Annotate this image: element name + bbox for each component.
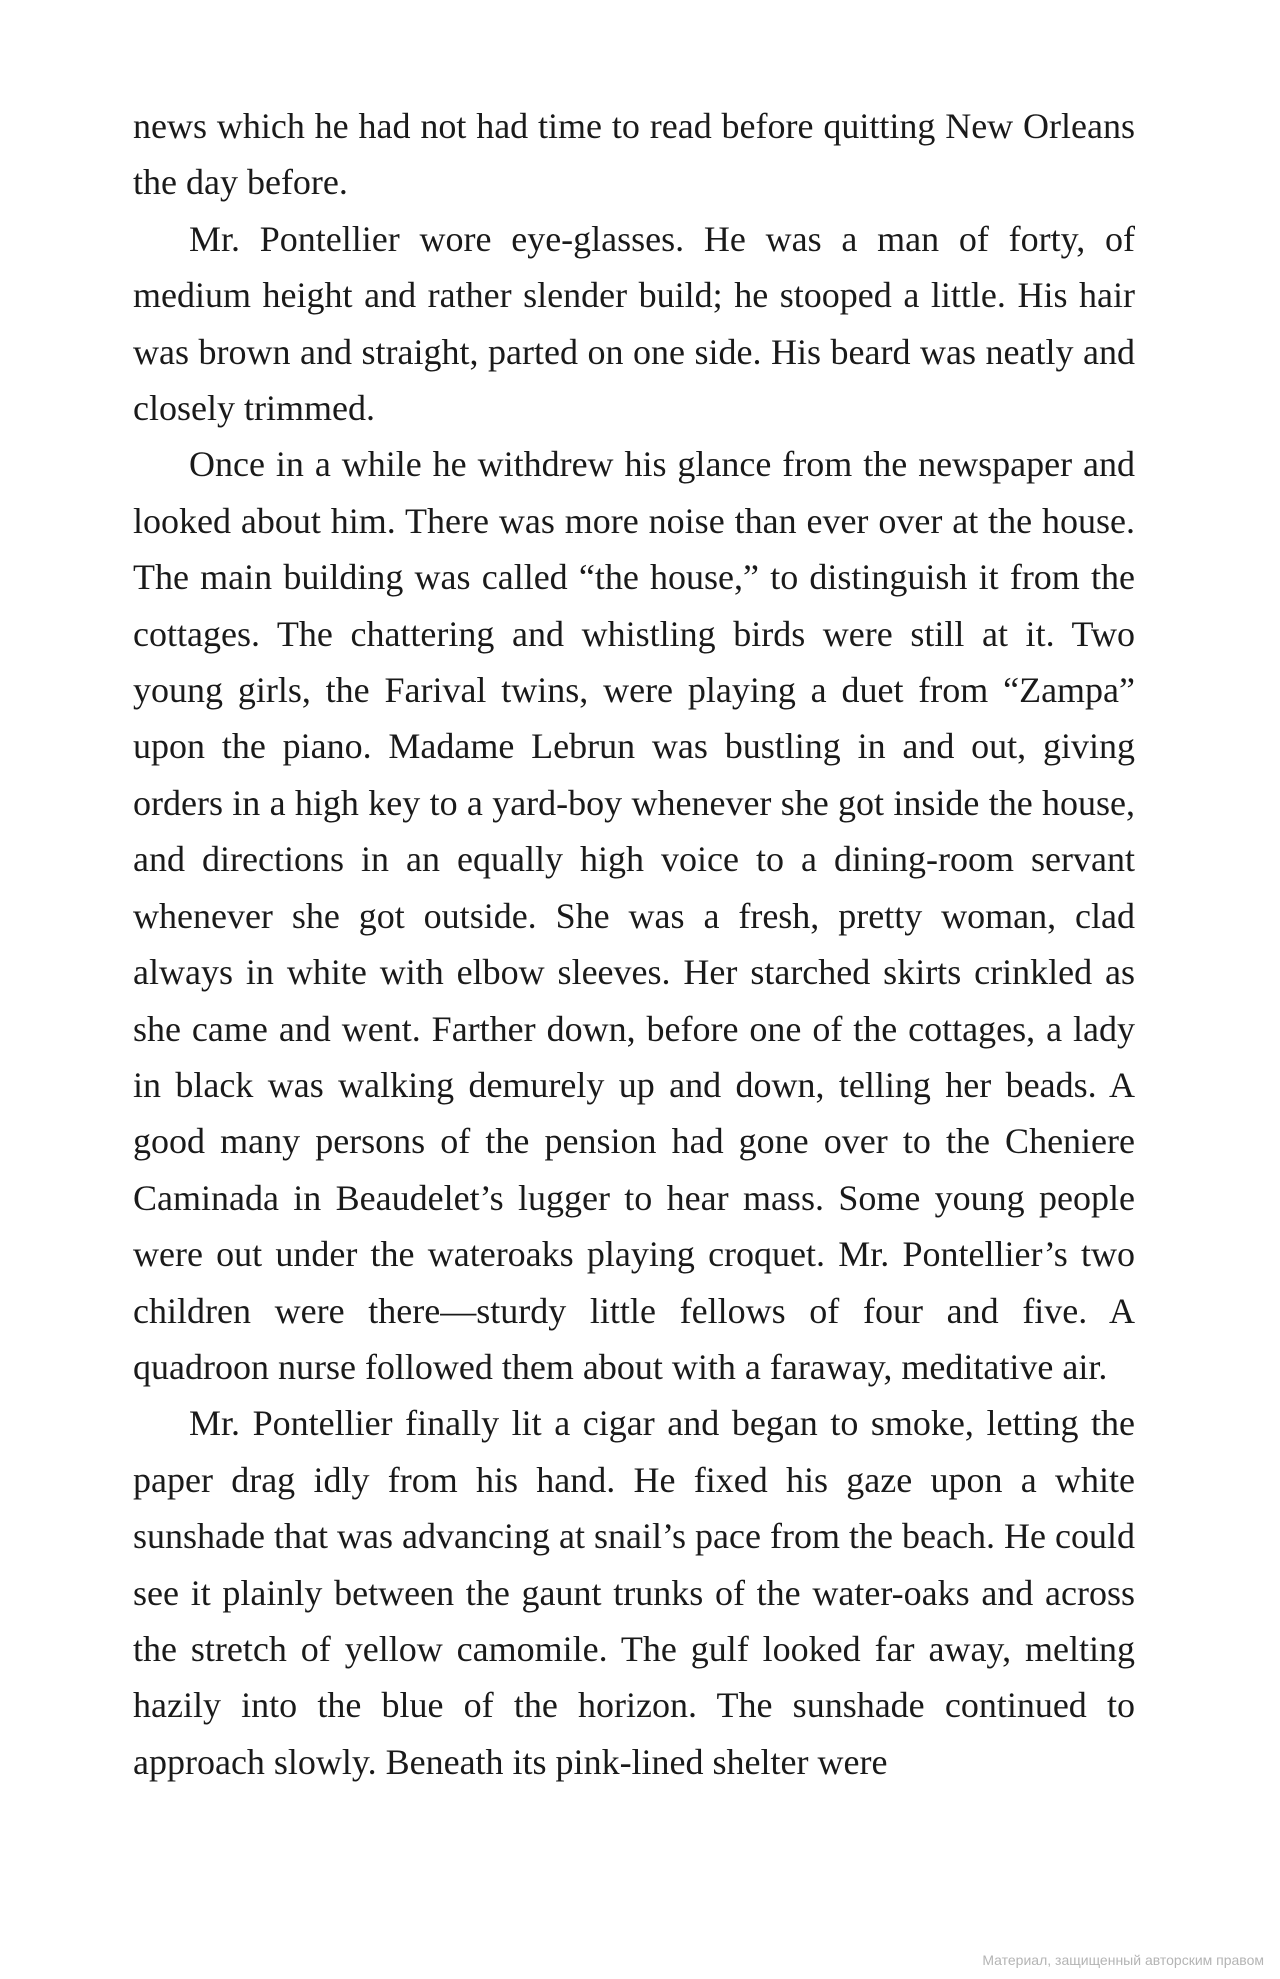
paragraph: Mr. Pontellier finally lit a cigar and began to smoke, letting the paper drag idly from his hand. He fixed his gaze upon a white sunshade that was advancing at snail’s pace from the beach. He could see it plainly between the gaunt trunks of the water-oaks and across the stretch of yellow camomile. The gulf looked far away, melting hazily into the blue of the horizon. The sunshade continued to approach slowly. Beneath its pink-lined shelter were [133,1403,1135,1782]
paragraph-continued: news which he had not had time to read before quitting New Orleans the day before. [133,106,1135,203]
paragraph: Mr. Pontellier wore eye-glasses. He was a man of forty, of medium height and rather slender build; he stooped a little. His hair was brown and straight, parted on one side. His beard was neatly and closely trimmed. [133,218,1135,429]
body-text [133,98,1135,1790]
paragraph: Once in a while he withdrew his glance from the newspaper and looked about him. There was more noise than ever over at the house. The main building was called “the house,” to distinguish it from the cottages. The chattering and whistling birds were still at it. Two young girls, the Farival twins, were playing a duet from “Zampa” upon the piano. Madame Lebrun was bustling in and out, giving orders in a high key to a yard-boy whenever she got inside the house, and directions in an equally high voice to a dining-room servant whenever she got outside. She was a fresh, pretty woman, clad always in white with elbow sleeves. Her starched skirts crinkled as she came and went. Farther down, before one of the cottages, a lady in black was walking demurely up and down, telling her beads. A good many persons of the pension had gone over to the Cheniere Caminada in Beaudelet’s lugger to hear mass. Some young people were out under the wateroaks playing croquet. Mr. Pontellier’s two children were there—sturdy little fellows of four and five. A quadroon nurse followed them about with a faraway, meditative air. [133,444,1135,1387]
copyright-watermark: Материал, защищенный авторским правом [982,1952,1264,1968]
